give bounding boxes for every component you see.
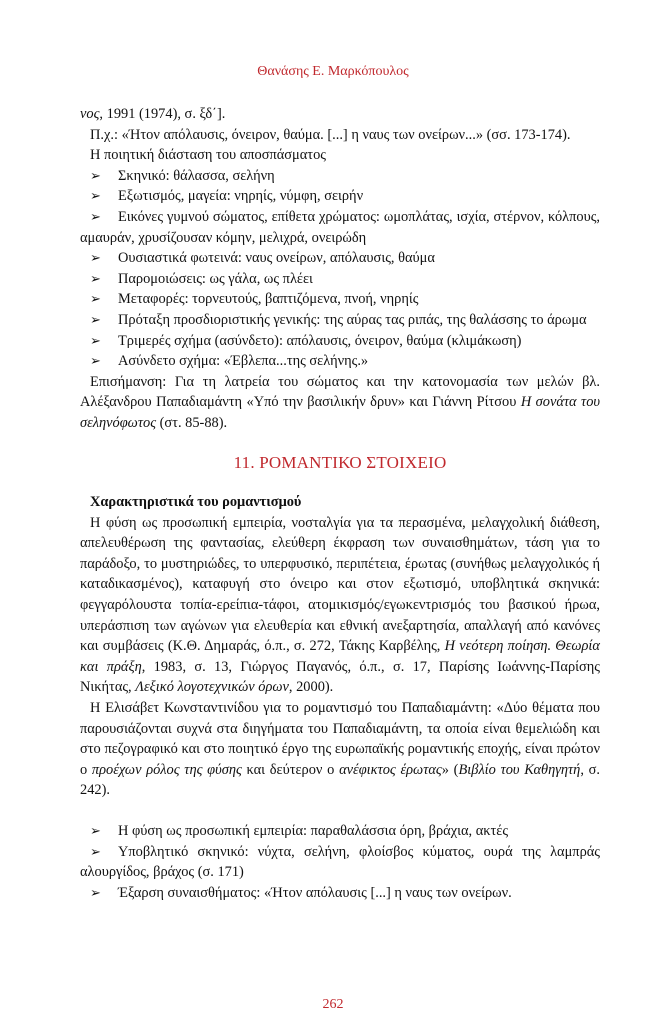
list-item — [80, 310, 600, 331]
list-item — [80, 351, 600, 372]
emphasis-text: ανέφικτος έρωτας — [339, 761, 442, 778]
arrow-bullet-icon: ➢ — [90, 311, 101, 327]
citation-details: , 1991 (1974), σ. ξδ΄]. — [99, 106, 226, 122]
list-item-text: Ουσιαστικά φωτεινά: ναυς ονείρων, απόλαυσις, θαύμα — [118, 250, 435, 267]
list-item-text: Πρόταξη προσδιοριστικής γενικής: της αύρας τας ριπάς, της θαλάσσης το άρωμα — [118, 311, 587, 328]
book-title: Η νεότερη ποίηση. Θεωρία και πράξη — [80, 638, 600, 675]
arrow-bullet-icon: ➢ — [90, 270, 101, 286]
book-title: Βιβλίο του Καθηγητή — [458, 761, 581, 778]
arrow-bullet-icon: ➢ — [90, 250, 101, 266]
list-item-text: Ασύνδετο σχήμα: «Έβλεπα...της σελήνης.» — [118, 353, 369, 370]
list-item — [80, 269, 600, 290]
list-item — [80, 289, 600, 310]
list-item — [80, 331, 600, 352]
list-item-text: Μεταφορές: τορνευτούς, βαπτιζόμενα, πνοή, νηρηίς — [118, 291, 419, 308]
running-head: Θανάσης Ε. Μαρκόπουλος — [257, 64, 409, 79]
paragraph-text: , σ. 242). — [80, 761, 600, 799]
note-work-title: Η σονάτα του σεληνόφωτος — [80, 394, 600, 431]
paragraph-text: , 2000). — [288, 679, 334, 696]
arrow-bullet-icon: ➢ — [90, 188, 101, 204]
note-paragraph — [80, 372, 600, 434]
dimension-title: Η ποιητική διάσταση του αποσπάσματος — [90, 147, 326, 164]
paragraph-text: Η φύση ως προσωπική εμπειρία, νοσταλγία για τα περασμένα, μελαγχολική διάθεση, απελευθέρωση της φαντασίας, ελεύθερη έκφραση των συναισθημάτων, τάση για το παράδοξο, το μυστηριώδες, το υπερφυσικό, περιπέτεια, έρωτας (συνήθως μελαγχολικός ή καταδικασμένος), καταφυγή στο όνειρο και στον εξωτισμό, υποβλητικά σκηνικά: φεγγαρόλουστα τοπία-ερείπια-τάφοι, ατομικισμός/εγωκεντρισμός του βασικού ήρωα, υπεράσπιση των αγώνων για ελευθερία και εθνική ανεξαρτησία, απαλλαγή από κανόνες και συμβάσεις (Κ.Θ. Δημαράς, ό.π., σ. 272, Τάκης Καρβέλης, — [80, 514, 600, 655]
list-item — [80, 821, 600, 842]
note-text-end: (στ. 85-88). — [156, 414, 228, 431]
page-content — [80, 104, 600, 903]
list-item — [80, 166, 600, 187]
list-item — [80, 186, 600, 207]
list-item — [80, 248, 600, 269]
list-item — [80, 842, 600, 883]
paragraph-text: και δεύτερον ο — [241, 761, 340, 778]
list-item-text: Παρομοιώσεις: ως γάλα, ως πλέει — [118, 270, 313, 287]
citation-title-fragment: νος — [80, 106, 100, 122]
list-item-text: Υποβλητικό σκηνικό: νύχτα, σελήνη, φλοίσβος κύματος, ουρά της λαμπράς αλουργίδος, βράχος (σ. 171) — [80, 843, 600, 881]
arrow-bullet-icon: ➢ — [90, 332, 101, 348]
list-item-text: Εικόνες γυμνού σώματος, επίθετα χρώματος: ωμοπλάτας, ισχία, στέρνον, κόλπους, αμαυράν, χρυσίζουσαν κόμην, μελιχρά, ονειρώδη — [80, 208, 600, 246]
example-quote: Π.χ.: «Ήτον απόλαυσις, όνειρον, θαύμα. [...] η ναυς των ονείρων...» (σσ. 173-174). — [90, 126, 571, 143]
paragraph-text: , 1983, σ. 13, Γιώργος Παγανός, ό.π., σ. 17, Παρίσης Ιωάννης-Παρίσης Νικήτας, — [80, 658, 600, 696]
quotation-paragraph — [80, 698, 600, 801]
arrow-bullet-icon: ➢ — [90, 843, 101, 859]
emphasis-text: προέχων ρόλος της φύσης — [91, 761, 242, 778]
subheading: Χαρακτηριστικά του ρομαντισμού — [90, 494, 302, 511]
arrow-bullet-icon: ➢ — [90, 823, 101, 838]
arrow-bullet-icon: ➢ — [90, 884, 101, 900]
citation-continuation — [80, 104, 600, 125]
romanticism-paragraph — [80, 513, 600, 698]
list-item-text: Έξαρση συναισθήματος: «Ήτον απόλαυσις [...] η ναυς των ονείρων. — [118, 884, 512, 901]
list-item-text: Σκηνικό: θάλασσα, σελήνη — [118, 167, 275, 184]
arrow-bullet-icon: ➢ — [90, 167, 101, 183]
note-text: Επισήμανση: Για τη λατρεία του σώματος και την κατονομασία των μελών βλ. Αλέξανδρου Παπαδιαμάντη «Υπό την βασιλικήν δρυν» και Γιάννη Ρίτσου — [80, 373, 600, 411]
arrow-bullet-icon: ➢ — [90, 291, 101, 307]
list-item — [80, 207, 600, 248]
list-item-text: Τριμερές σχήμα (ασύνδετο): απόλαυσις, όνειρον, θαύμα (κλιμάκωση) — [118, 332, 522, 349]
section-title: 11. ΡΟΜΑΝΤΙΚΟ ΣΤΟΙΧΕΙΟ — [233, 452, 447, 472]
list-item-text: Εξωτισμός, μαγεία: νηρηίς, νύμφη, σειρήν — [118, 188, 364, 205]
spacer — [80, 801, 600, 821]
list-item — [80, 883, 600, 904]
arrow-bullet-icon: ➢ — [90, 208, 101, 224]
paragraph-text: » ( — [441, 761, 459, 778]
book-title: Λεξικό λογοτεχνικών όρων — [135, 679, 289, 696]
page-number: 262 — [322, 997, 344, 1012]
arrow-bullet-icon: ➢ — [90, 353, 101, 369]
paragraph-text: Η Ελισάβετ Κωνσταντινίδου για το ρομαντισμό του Παπαδιαμάντη: «Δύο θέματα που παρουσιάζονται συχνά στα διηγήματα του Παπαδιαμάντη, τα οποία είναι θεμελιώδη και στο πεζογραφικό και στο ποιητικό έργο της ευρωπαϊκής ρομαντικής εποχής, είναι πρώτον ο — [80, 700, 600, 778]
list-item-text: Η φύση ως προσωπική εμπειρία: παραθαλάσσια όρη, βράχια, ακτές — [118, 823, 509, 839]
